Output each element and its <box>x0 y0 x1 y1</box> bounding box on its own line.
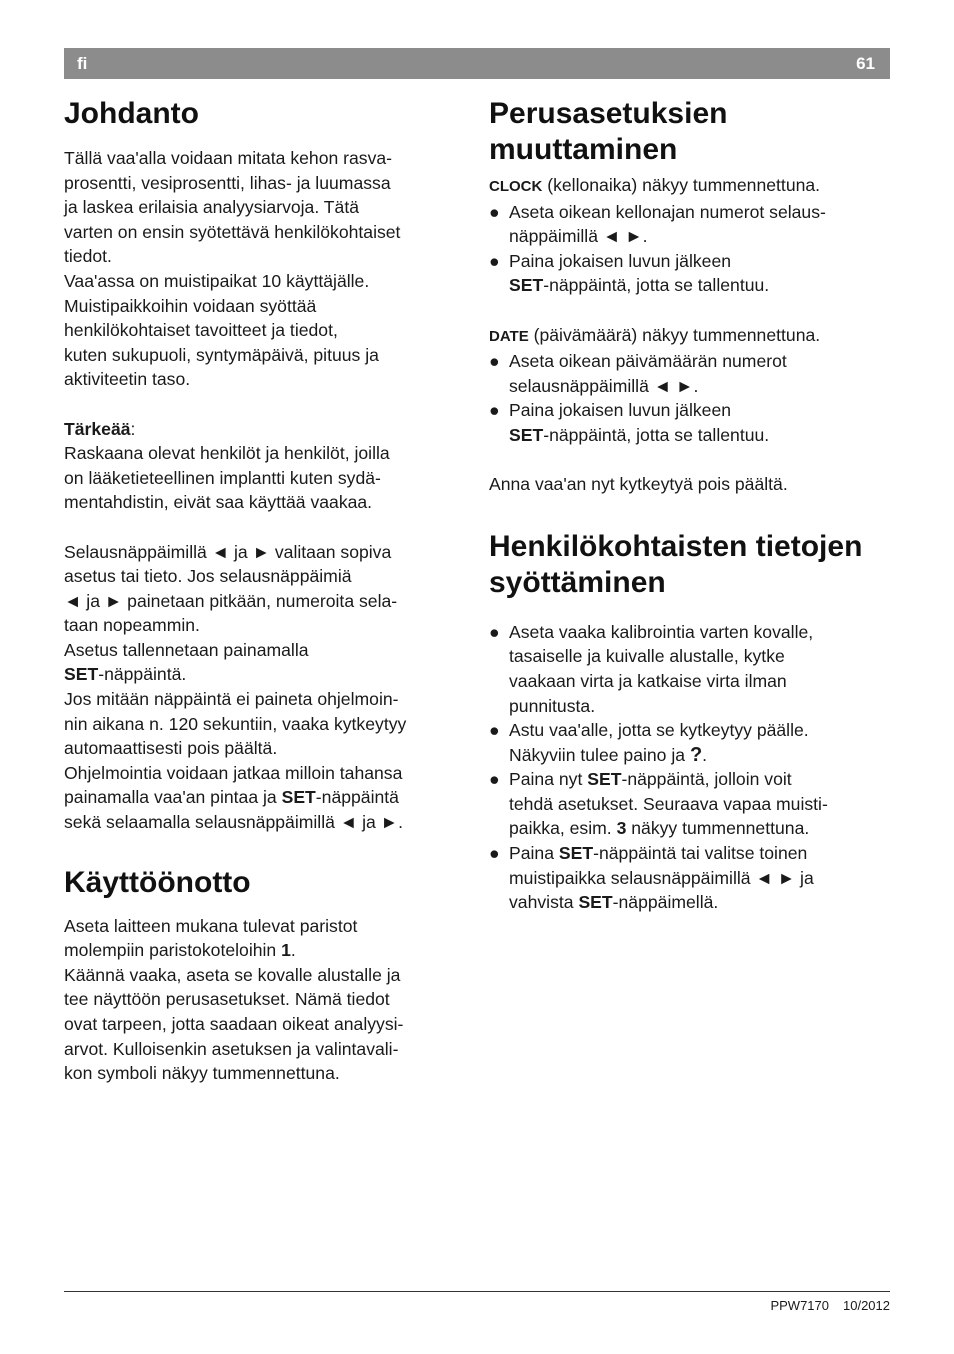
text-line: CLOCK (kellonaika) näkyy tummennettuna. <box>489 175 821 195</box>
bullet-icon: ● <box>489 720 500 741</box>
text-line: molempiin paristokoteloihin 1. <box>64 940 296 961</box>
text-line: Raskaana olevat henkilöt ja henkilöt, joilla <box>64 443 390 464</box>
list-item: ● Paina jokaisen luvun jälkeen <box>489 249 889 274</box>
text-line: Aseta laitteen mukana tulevat paristot <box>64 915 358 936</box>
footer <box>770 1298 890 1313</box>
set-key-label: SET <box>281 787 316 808</box>
text-line: tee näyttöön perusasetukset. Nämä tiedot <box>64 989 390 1010</box>
bullet-icon: ● <box>489 621 500 642</box>
text-line: Anna vaa'an nyt kytkeytyä pois päältä. <box>489 474 788 495</box>
set-key-label: SET <box>558 843 594 864</box>
clock-label: CLOCK <box>489 178 543 195</box>
text-line: sekä selaamalla selausnäppäimillä ◄ ja ►. <box>64 812 403 833</box>
bullet-icon: ● <box>489 843 500 864</box>
bullet-icon: ● <box>489 400 500 421</box>
text-line: prosentti, vesiprosentti, lihas- ja luumassa <box>64 172 391 193</box>
text-line: ja laskea erilaisia analyysiarvoja. Tätä <box>64 197 360 218</box>
set-key-label: SET <box>509 424 544 445</box>
text-line: SET-näppäintä. <box>64 664 187 685</box>
text-line: henkilökohtaiset tavoitteet ja tiedot, <box>64 320 338 341</box>
set-key-label: SET <box>64 664 99 685</box>
personal-data-text <box>489 620 889 915</box>
list-item: ● Aseta vaaka kalibrointia varten kovalle, <box>489 620 889 645</box>
text-line: Ohjelmointia voidaan jatkaa milloin tahansa <box>64 762 403 783</box>
model-number: PPW7170 <box>770 1298 829 1313</box>
text-line: SET-näppäintä, jotta se tallentuu. <box>509 424 770 445</box>
text-line: aktiviteetin taso. <box>64 369 191 390</box>
text-line: Näkyviin tulee paino ja ?. <box>509 743 708 766</box>
text-line: Selausnäppäimillä ◄ ja ► valitaan sopiva <box>64 541 392 562</box>
heading-introduction: Johdanto <box>64 97 199 130</box>
text-line: Vaa'assa on muistipaikat 10 käyttäjälle. <box>64 270 370 291</box>
text-line: tehdä asetukset. Seuraava vapaa muisti- <box>509 793 828 814</box>
heading-getting-started: Käyttöönotto <box>64 865 251 899</box>
basic-settings-text <box>489 173 889 497</box>
heading-basic-settings: Perusasetuksien muuttaminen <box>489 97 728 166</box>
list-item: ● Paina SET-näppäintä tai valitse toinen <box>489 841 889 866</box>
text-line: Käännä vaaka, aseta se kovalle alustalle ja <box>64 964 401 985</box>
text-line: tiedot. <box>64 246 112 267</box>
text-line: paikka, esim. 3 näkyy tummennettuna. <box>509 818 810 839</box>
bullet-icon: ● <box>489 769 500 790</box>
language-code: fi <box>77 54 88 73</box>
text-line: mentahdistin, eivät saa käyttää vaakaa. <box>64 492 373 513</box>
text-line: vahvista SET-näppäimellä. <box>509 892 719 913</box>
text-line: asetus tai tieto. Jos selausnäppäimiä <box>64 566 352 587</box>
list-item: ● Aseta oikean kellonajan numerot selaus- <box>489 200 889 225</box>
text-line: ovat tarpeen, jotta saadaan oikeat analyysi- <box>64 1014 404 1034</box>
right-column <box>489 96 889 915</box>
important-label: Tärkeää <box>64 418 131 439</box>
bullet-icon: ● <box>489 250 500 271</box>
text-line: arvot. Kulloisenkin asetuksen ja valintavali- <box>64 1038 399 1059</box>
text-line: vaakaan virta ja katkaise virta ilman <box>509 670 787 691</box>
header-bar <box>64 48 890 79</box>
important-label-line: Tärkeää: <box>64 418 136 439</box>
bullet-icon: ● <box>489 351 500 372</box>
text-line: näppäimillä ◄ ►. <box>509 226 648 247</box>
edition-date: 10/2012 <box>843 1298 890 1313</box>
text-line: Muistipaikkoihin voidaan syöttää <box>64 295 317 316</box>
text-line: muistipaikka selausnäppäimillä ◄ ► ja <box>509 867 814 888</box>
question-mark-icon: ? <box>689 743 703 766</box>
text-line: Asetus tallennetaan painamalla <box>64 639 309 660</box>
text-line: selausnäppäimillä ◄ ►. <box>509 375 699 396</box>
text-line: tasaiselle ja kuivalle alustalle, kytke <box>509 646 785 667</box>
text-line: DATE (päivämäärä) näkyy tummennettuna. <box>489 324 821 345</box>
text-line: kuten sukupuoli, syntymäpäivä, pituus ja <box>64 344 379 365</box>
list-item: ● Paina nyt SET-näppäintä, jolloin voit <box>489 767 889 792</box>
bullet-icon: ● <box>489 201 500 222</box>
text-line: taan nopeammin. <box>64 615 200 636</box>
text-line: SET-näppäintä, jotta se tallentuu. <box>509 275 770 296</box>
text-line: kon symboli näkyy tummennettuna. <box>64 1063 340 1084</box>
text-line: punnitusta. <box>509 695 596 716</box>
text-line: varten on ensin syötettävä henkilökohtaiset <box>64 221 401 242</box>
list-item: ● Astu vaa'alle, jotta se kytkeytyy päälle. <box>489 718 889 743</box>
left-column <box>64 96 469 1086</box>
set-key-label: SET <box>587 769 622 790</box>
date-label: DATE <box>489 327 529 345</box>
text-line: Tällä vaa'alla voidaan mitata kehon rasva- <box>64 148 393 168</box>
set-key-label: SET <box>578 892 613 913</box>
set-key-label: SET <box>509 275 544 296</box>
heading-personal-data: Henkilökohtaisten tietojen syöttäminen <box>489 529 863 599</box>
text-line: ◄ ja ► painetaan pitkään, numeroita sela- <box>64 590 398 611</box>
getting-started-text <box>64 914 469 1086</box>
intro-text <box>64 146 469 835</box>
footer-divider <box>64 1291 890 1292</box>
text-line: painamalla vaa'an pintaa ja SET-näppäintä <box>64 787 399 808</box>
text-line: automaattisesti pois päältä. <box>64 738 278 759</box>
text-line: on lääketieteellinen implantti kuten sydä- <box>64 467 381 488</box>
text-line: nin aikana n. 120 sekuntiin, vaaka kytkeytyy <box>64 713 407 734</box>
page-number: 61 <box>856 54 875 73</box>
text-line: Jos mitään näppäintä ei paineta ohjelmoin- <box>64 689 399 710</box>
list-item: ● Paina jokaisen luvun jälkeen <box>489 398 889 423</box>
list-item: ● Aseta oikean päivämäärän numerot <box>489 349 889 374</box>
